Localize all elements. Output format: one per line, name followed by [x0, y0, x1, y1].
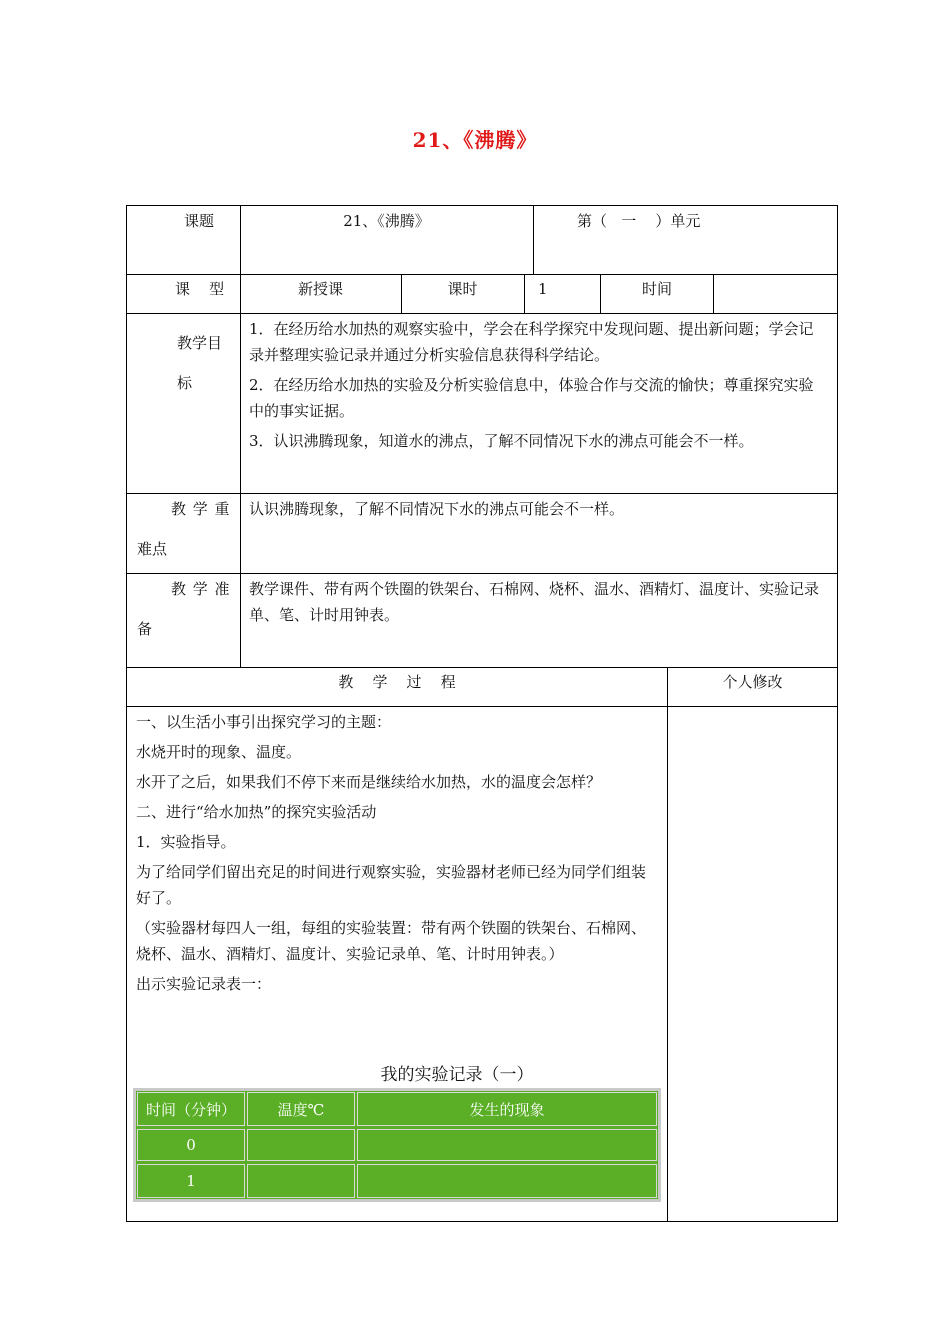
type-label: 课 型 [175, 280, 225, 298]
revision-header: 个人修改 [722, 673, 783, 691]
process-paragraph: 二、进行“给水加热”的探究实验活动 [136, 803, 377, 821]
record-cell [357, 1164, 657, 1198]
grid-line [127, 667, 837, 668]
objectives-label-line: 教学目 [177, 334, 223, 352]
process-header: 教 学 过 程 [338, 673, 456, 691]
process-paragraph: 一、以生活小事引出探究学习的主题： [136, 713, 392, 731]
process-paragraph: 为了给同学们留出充足的时间进行观察实验，实验器材老师已经为同学们组装好了。 [136, 863, 647, 907]
record-table [133, 1088, 661, 1202]
objectives-label [127, 330, 240, 396]
grid-line [127, 493, 837, 494]
lesson-label: 课题 [184, 212, 215, 230]
key-points-label [127, 496, 240, 562]
process-body [127, 709, 667, 997]
preparation-text: 教学课件、带有两个铁圈的铁架台、石棉网、烧杯、温水、酒精灯、温度计、实验记录单、笔、计时用钟表。 [249, 580, 820, 624]
period-value: 1 [538, 280, 548, 298]
objectives-label-line: 标 [177, 374, 193, 392]
preparation-label-line: 备 [137, 620, 153, 638]
objective-item: 1．在经历给水加热的观察实验中，学会在科学探究中发现问题、提出新问题；学会记录并整理实验记录并通过分析实验信息获得科学结论。 [249, 320, 814, 364]
grid-line [127, 274, 837, 275]
objective-item: 2．在经历给水加热的实验及分析实验信息中，体验合作与交流的愉快；尊重探究实验中的事实证据。 [249, 376, 814, 420]
process-paragraph: 1．实验指导。 [136, 833, 236, 851]
grid-line [713, 274, 714, 313]
key-points-label-line: 教 学 重 [171, 500, 231, 518]
record-column-header: 温度℃ [247, 1092, 355, 1126]
time-label: 时间 [642, 280, 673, 298]
page-title: 21、《沸腾》 [412, 128, 538, 152]
type-value: 新授课 [297, 280, 343, 298]
grid-line [127, 706, 837, 707]
grid-line [127, 573, 837, 574]
record-cell [357, 1129, 657, 1161]
record-column-header: 时间（分钟） [137, 1092, 245, 1126]
objective-item: 3．认识沸腾现象，知道水的沸点，了解不同情况下水的沸点可能会不一样。 [249, 432, 754, 450]
grid-line [667, 667, 668, 1221]
objectives-list [241, 316, 837, 454]
preparation-label-line: 教 学 准 [171, 580, 231, 598]
record-cell: 1 [137, 1164, 245, 1198]
period-label: 课时 [447, 280, 478, 298]
lesson-plan-table [126, 205, 838, 1222]
lesson-value: 21、《沸腾》 [343, 212, 430, 230]
preparation-label [127, 576, 240, 642]
process-paragraph: 水烧开时的现象、温度。 [136, 743, 302, 761]
record-title: 我的实验记录（一） [380, 1065, 534, 1085]
record-cell: 0 [137, 1129, 245, 1161]
process-paragraph: 水开了之后，如果我们不停下来而是继续给水加热，水的温度会怎样？ [136, 773, 602, 791]
key-points-text: 认识沸腾现象，了解不同情况下水的沸点可能会不一样。 [249, 500, 625, 518]
key-points-label-line: 难点 [137, 540, 168, 558]
process-paragraph: 出示实验记录表一： [136, 975, 272, 993]
record-cell [247, 1164, 355, 1198]
process-paragraph: （实验器材每四人一组，每组的实验装置：带有两个铁圈的铁架台、石棉网、烧杯、温水、酒精灯、温度计、实验记录单、笔、计时用钟表。） [136, 919, 647, 963]
record-column-header: 发生的现象 [357, 1092, 657, 1126]
unit-value: 第（ 一 ）单元 [577, 212, 701, 230]
grid-line [127, 313, 837, 314]
record-cell [247, 1129, 355, 1161]
